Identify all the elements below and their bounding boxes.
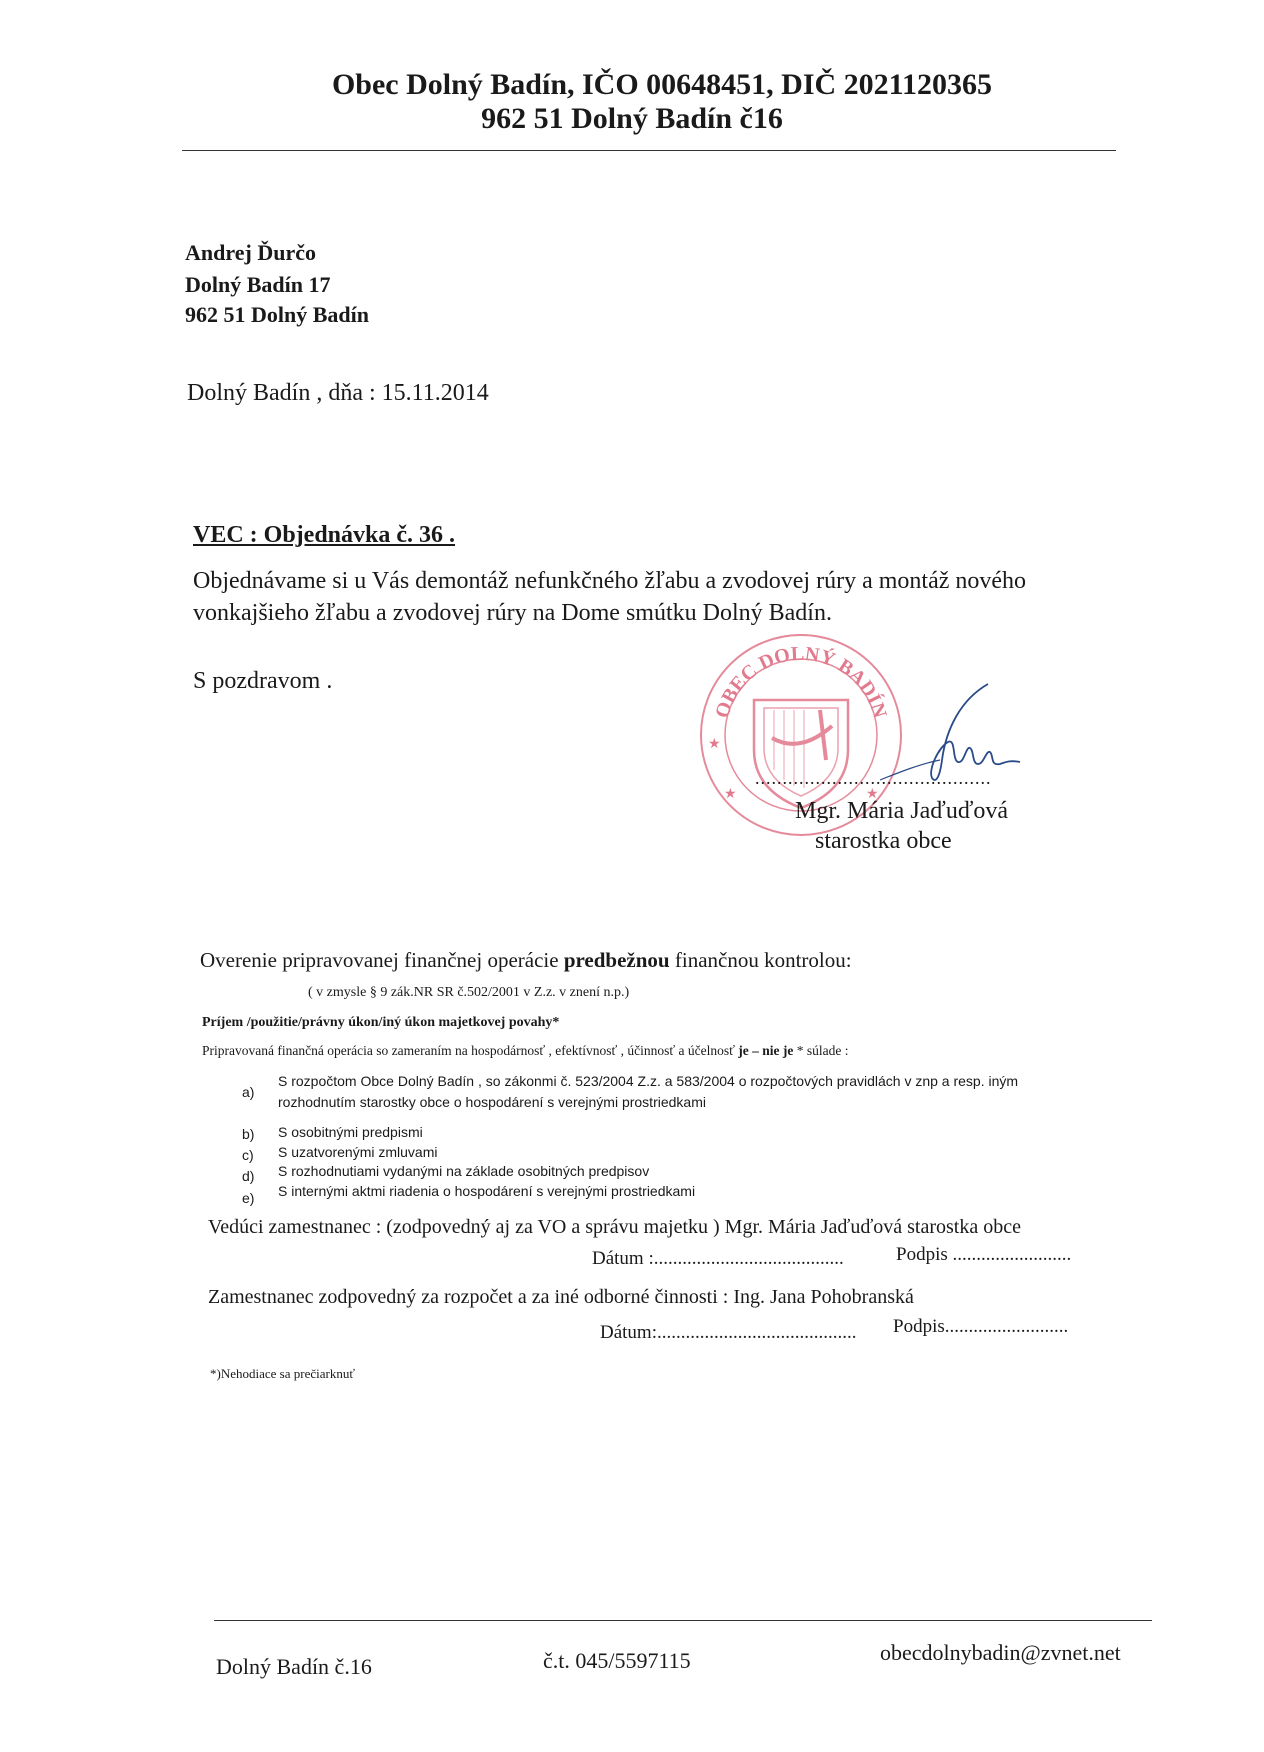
list-item-a: S rozpočtom Obce Dolný Badín , so zákonmi č. 523/2004 Z.z. a 583/2004 o rozpočtových pravidlách v znp a resp. iným — [278, 1073, 1019, 1089]
svg-text:★: ★ — [708, 737, 721, 752]
compliance-statement-post: * súlade : — [793, 1043, 849, 1058]
date-line: Dolný Badín , dňa : 15.11.2014 — [187, 380, 489, 406]
header-rule — [182, 150, 1116, 151]
list-letter-a: a) — [242, 1084, 255, 1100]
verification-heading — [200, 948, 852, 973]
subject-line: VEC : Objednávka č. 36 . — [193, 522, 456, 548]
manager-date-field: Dátum :........................................ — [592, 1248, 844, 1269]
employee-date-field: Dátum:.......................................... — [600, 1322, 857, 1343]
list-item-a-cont: rozhodnutím starostky obce o hospodárení s verejnými prostriedkami — [278, 1094, 706, 1110]
list-letter-c: c) — [242, 1147, 254, 1163]
recipient-name: Andrej Ďurčo — [185, 240, 316, 265]
list-item-d: S rozhodnutiami vydanými na základe osobitných predpisov — [278, 1163, 650, 1179]
list-letter-b: b) — [242, 1126, 255, 1142]
budget-employee: Zamestnanec zodpovedný za rozpočet a za iné odborné činnosti : Ing. Jana Pohobranská — [208, 1286, 914, 1308]
footer-phone: č.t. 045/5597115 — [543, 1648, 691, 1673]
verification-heading-post: finančnou kontrolou: — [669, 948, 852, 972]
law-reference: ( v zmysle § 9 zák.NR SR č.502/2001 v Z.z. v znení n.p.) — [308, 985, 630, 1000]
header-line-1: Obec Dolný Badín, IČO 00648451, DIČ 2021120365 — [331, 68, 993, 101]
compliance-statement-pre: Pripravovaná finančná operácia so zameraním na hospodárnosť , efektívnosť , účinnosť a účelnosť — [202, 1043, 739, 1058]
svg-text:OBEC DOLNÝ BADÍN — [711, 643, 891, 721]
svg-text:★: ★ — [724, 787, 737, 802]
list-item-b: S osobitnými predpismi — [278, 1124, 423, 1140]
list-letter-d: d) — [242, 1168, 255, 1184]
body-line-1: Objednávame si u Vás demontáž nefunkčného žľabu a zvodovej rúry a montáž nového — [193, 568, 1027, 594]
recipient-street: Dolný Badín 17 — [185, 272, 331, 297]
signatory-title: starostka obce — [815, 828, 952, 854]
compliance-statement — [202, 1043, 849, 1059]
recipient-city: 962 51 Dolný Badín — [185, 302, 369, 327]
list-letter-e: e) — [242, 1190, 255, 1206]
footnote: *)Nehodiace sa prečiarknuť — [210, 1366, 355, 1381]
header-line-2: 962 51 Dolný Badín č16 — [481, 102, 783, 135]
verification-heading-pre: Overenie pripravovanej finančnej operácie — [200, 948, 564, 972]
footer-address: Dolný Badín č.16 — [216, 1654, 372, 1679]
svg-text:★: ★ — [866, 787, 879, 802]
list-item-e: S internými aktmi riadenia o hospodárení s verejnými prostriedkami — [278, 1183, 696, 1199]
manager-signature-field: Podpis ......................... — [896, 1244, 1072, 1265]
operation-type: Príjem /použitie/právny úkon/iný úkon majetkovej povahy* — [202, 1015, 560, 1030]
signatory-name: Mgr. Mária Jaďuďová — [795, 798, 1008, 824]
signature-dots: ........................................... — [755, 768, 992, 788]
verification-heading-bold: predbežnou — [563, 948, 670, 972]
footer-email: obecdolnybadin@zvnet.net — [880, 1640, 1121, 1665]
compliance-statement-bold: je – nie je — [738, 1043, 794, 1058]
greeting: S pozdravom . — [193, 668, 333, 694]
responsible-manager: Vedúci zamestnanec : (zodpovedný aj za VO a správu majetku ) Mgr. Mária Jaďuďová starostka obce — [208, 1216, 1021, 1238]
employee-signature-field: Podpis.......................... — [893, 1316, 1069, 1337]
footer-rule — [214, 1620, 1152, 1621]
stamp-text: OBEC DOLNÝ BADÍN — [711, 642, 891, 721]
list-item-c: S uzatvorenými zmluvami — [278, 1144, 438, 1160]
body-line-2: vonkajšieho žľabu a zvodovej rúry na Dome smútku Dolný Badín. — [193, 600, 832, 626]
